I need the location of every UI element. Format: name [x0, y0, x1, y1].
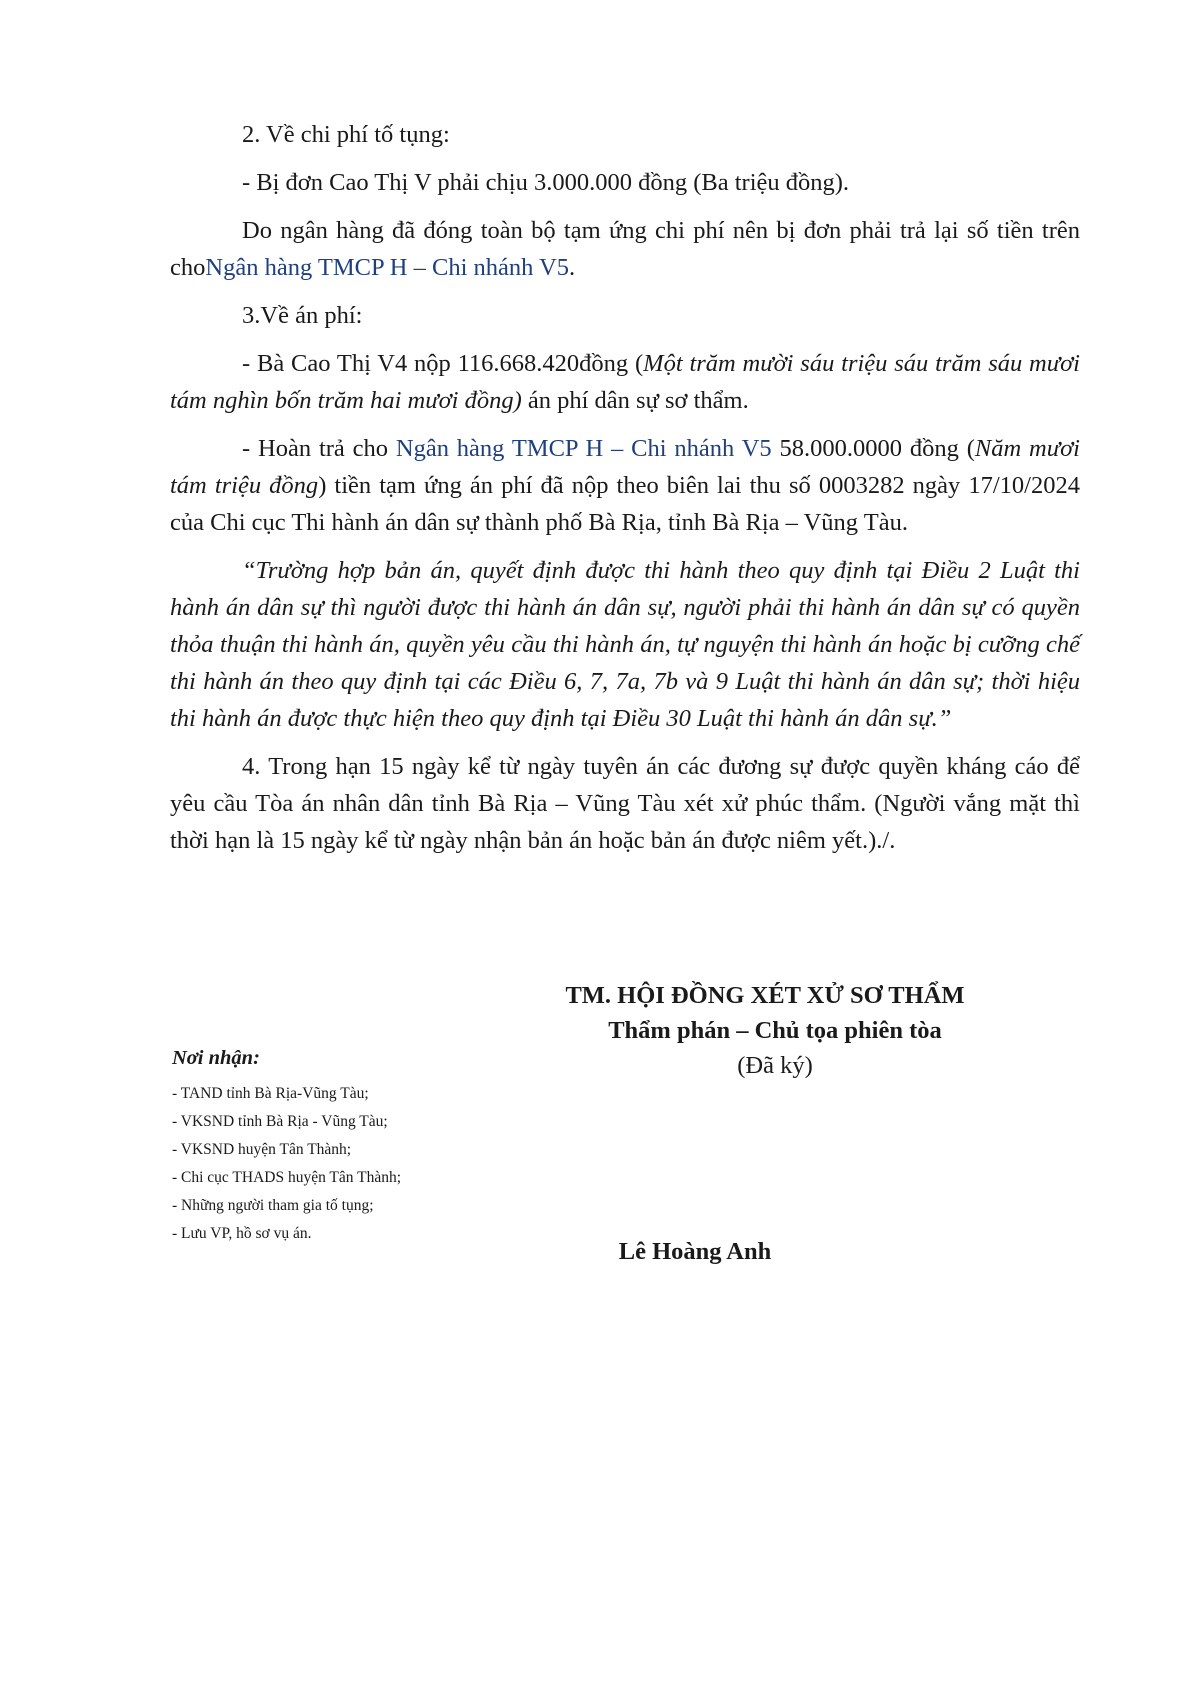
signature-title: TM. HỘI ĐỒNG XÉT XỬ SƠ THẨM [565, 982, 965, 1009]
recipient-item: - Những người tham gia tố tụng; [172, 1197, 374, 1214]
signature-block [530, 978, 1000, 1083]
bank-name: Ngân hàng TMCP H – Chi nhánh V5 [205, 254, 570, 281]
appeal-rights-paragraph: 4. Trong hạn 15 ngày kể từ ngày tuyên án các đương sự được quyền kháng cáo để yêu cầu Tòa án nhân dân tỉnh Bà Rịa – Vũng Tàu xét xử phúc thẩm. (Người vắng mặt thì thời hạn là 15 ngày kể từ ngày nhận bản án hoặc bản án được niêm yết.)./. [170, 753, 1080, 854]
recipient-item: - TAND tỉnh Bà Rịa-Vũng Tàu; [172, 1085, 369, 1102]
judge-name: Lê Hoàng Anh [618, 1238, 772, 1265]
court-fee-paragraph [170, 345, 1080, 419]
section-court-fee-heading: 3.Về án phí: [242, 302, 363, 329]
recipients-list [172, 1047, 532, 1248]
court-fee-amount-in-words: Một trăm mười sáu triệu sáu trăm sáu mươi tám nghìn bốn trăm hai mươi đồng) [170, 350, 1080, 414]
court-fee-end: án phí dân sự sơ thẩm. [521, 387, 749, 414]
refund-amount-in-words: Năm mươi tám triệu đồng [170, 435, 1080, 499]
defendant-cost-paragraph: - Bị đơn Cao Thị V phải chịu 3.000.000 đồng (Ba triệu đồng). [242, 169, 850, 196]
section-litigation-costs-heading: 2. Về chi phí tố tụng: [242, 121, 450, 148]
bank-reimbursement-text: Do ngân hàng đã đóng toàn bộ tạm ứng chi phí nên bị đơn phải trả lại số tiền trên cho [170, 217, 1080, 281]
refund-amount: 58.000.0000 đồng ( [771, 435, 975, 462]
refund-bank-name: Ngân hàng TMCP H – Chi nhánh V5 [395, 435, 772, 462]
refund-paragraph [170, 430, 1080, 541]
bank-reimbursement-end: . [569, 254, 576, 281]
recipient-item: - VKSND huyện Tân Thành; [172, 1141, 352, 1158]
recipient-item: - Chi cục THADS huyện Tân Thành; [172, 1169, 402, 1186]
recipient-item: - Lưu VP, hồ sơ vụ án. [172, 1225, 312, 1242]
enforcement-quote-paragraph: “Trường hợp bản án, quyết định được thi hành theo quy định tại Điều 2 Luật thi hành án dân sự thì người được thi hành án dân sự, người phải thi hành án dân sự có quyền thỏa thuận thi hành án, quyền yêu cầu thi hành án, tự nguyện thi hành án hoặc bị cưỡng chế thi hành án theo quy định tại các Điều 6, 7, 7a, 7b và 9 Luật thi hành án dân sự; thời hiệu thi hành án được thực hiện theo quy định tại Điều 30 Luật thi hành án dân sự.” [170, 557, 1080, 732]
refund-end: ) tiền tạm ứng án phí đã nộp theo biên lai thu số 0003282 ngày 17/10/2024 của Chi cục Thi hành án dân sự thành phố Bà Rịa, tỉnh Bà Rịa – Vũng Tàu. [170, 472, 1080, 536]
signature-note: (Đã ký) [737, 1052, 813, 1079]
bank-reimbursement-paragraph [170, 212, 1080, 286]
refund-start: - Hoàn trả cho [242, 435, 396, 462]
judgment-body [170, 116, 1080, 870]
recipients-heading: Nơi nhận: [172, 1047, 260, 1069]
court-fee-text: - Bà Cao Thị V4 nộp 116.668.420đồng ( [242, 350, 644, 377]
recipient-item: - VKSND tỉnh Bà Rịa - Vũng Tàu; [172, 1113, 388, 1130]
signature-subtitle: Thẩm phán – Chủ tọa phiên tòa [608, 1017, 942, 1044]
